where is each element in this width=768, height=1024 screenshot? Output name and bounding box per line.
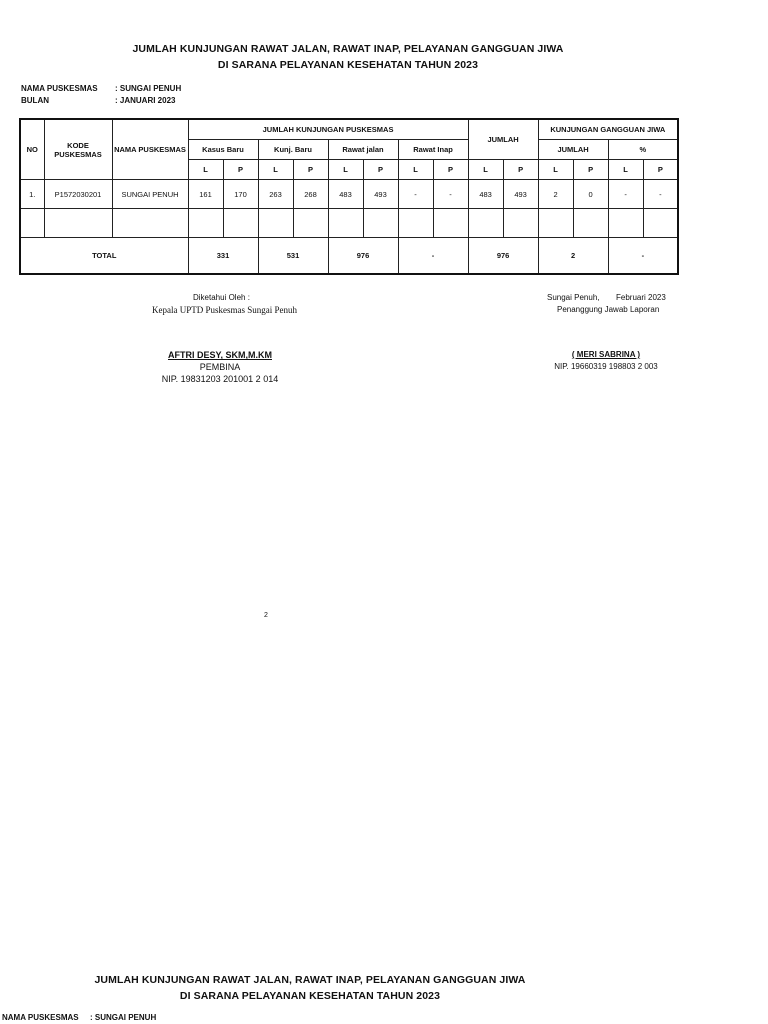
total-jiwa-jumlah: 2 — [538, 238, 608, 275]
header-jiwa-persen: % — [608, 140, 678, 160]
header-kunjungan-gangguan-jiwa: KUNJUNGAN GANGGUAN JIWA — [538, 119, 678, 140]
header-kunj-baru: Kunj. Baru — [258, 140, 328, 160]
total-label: TOTAL — [20, 238, 188, 275]
cell-rawat-jalan-p: 493 — [363, 180, 398, 209]
table-total-row — [20, 238, 678, 275]
cell-kode: P1572030201 — [44, 180, 112, 209]
empty-cell — [20, 209, 44, 238]
header-kode-puskesmas: KODE PUSKESMAS — [44, 119, 112, 180]
cell-jiwa-persen-p: - — [643, 180, 678, 209]
empty-cell — [468, 209, 503, 238]
meta-bulan-row — [21, 95, 181, 107]
right-sign-name: ( MERI SABRINA ) — [571, 350, 641, 359]
meta-puskesmas-row — [21, 83, 181, 95]
cell-jiwa-jumlah-p: 0 — [573, 180, 608, 209]
next-page-puskesmas-value: : SUNGAI PENUH — [90, 1013, 157, 1022]
header-p: P — [363, 160, 398, 180]
table-row-empty — [20, 209, 678, 238]
header-l: L — [258, 160, 293, 180]
cell-jiwa-jumlah-l: 2 — [538, 180, 573, 209]
total-rawat-inap: - — [398, 238, 468, 275]
total-jiwa-persen: - — [608, 238, 678, 275]
next-page-puskesmas-row — [2, 1012, 156, 1024]
meta-bulan-label: BULAN — [21, 96, 49, 105]
total-rawat-jalan: 976 — [328, 238, 398, 275]
next-page-title-line-1: JUMLAH KUNJUNGAN RAWAT JALAN, RAWAT INAP, PELAYANAN GANGGUAN JIWA — [94, 974, 526, 986]
header-l: L — [538, 160, 573, 180]
table-row — [20, 180, 678, 209]
header-p: P — [223, 160, 258, 180]
cell-rawat-inap-p: - — [433, 180, 468, 209]
left-sign-role: Kepala UPTD Puskesmas Sungai Penuh — [152, 305, 297, 315]
empty-cell — [608, 209, 643, 238]
empty-cell — [363, 209, 398, 238]
left-sign-name: AFTRI DESY, SKM,M.KM — [167, 350, 272, 360]
header-l: L — [468, 160, 503, 180]
empty-cell — [503, 209, 538, 238]
meta-bulan-value: : JANUARI 2023 — [115, 96, 176, 105]
total-kunj-baru: 531 — [258, 238, 328, 275]
header-jumlah: JUMLAH — [468, 119, 538, 160]
right-sign-nip: NIP. 19660319 198803 2 003 — [554, 362, 658, 371]
header-l: L — [608, 160, 643, 180]
header-p: P — [503, 160, 538, 180]
header-rawat-jalan: Rawat jalan — [328, 140, 398, 160]
next-page-title-line-2: DI SARANA PELAYANAN KESEHATAN TAHUN 2023 — [179, 990, 441, 1002]
header-p: P — [643, 160, 678, 180]
cell-kasus-baru-p: 170 — [223, 180, 258, 209]
right-sign-place: Sungai Penuh, — [547, 293, 600, 302]
report-meta — [21, 83, 181, 107]
next-page-puskesmas-label: NAMA PUSKESMAS — [2, 1013, 79, 1022]
empty-cell — [112, 209, 188, 238]
empty-cell — [293, 209, 328, 238]
report-title-line-2: DI SARANA PELAYANAN KESEHATAN TAHUN 2023 — [217, 59, 479, 71]
cell-nama: SUNGAI PENUH — [112, 180, 188, 209]
header-no: NO — [20, 119, 44, 180]
cell-jiwa-persen-l: - — [608, 180, 643, 209]
empty-cell — [398, 209, 433, 238]
left-sign-nip: NIP. 19831203 201001 2 014 — [161, 374, 279, 384]
empty-cell — [223, 209, 258, 238]
total-kasus-baru: 331 — [188, 238, 258, 275]
cell-jumlah-l: 483 — [468, 180, 503, 209]
empty-cell — [44, 209, 112, 238]
empty-cell — [643, 209, 678, 238]
cell-kunj-baru-p: 268 — [293, 180, 328, 209]
left-sign-rank: PEMBINA — [199, 362, 241, 372]
header-l: L — [188, 160, 223, 180]
cell-no: 1. — [20, 180, 44, 209]
header-p: P — [433, 160, 468, 180]
cell-jumlah-p: 493 — [503, 180, 538, 209]
empty-cell — [258, 209, 293, 238]
page-number: 2 — [264, 612, 268, 619]
header-jumlah-kunjungan: JUMLAH KUNJUNGAN PUSKESMAS — [188, 119, 468, 140]
report-title-line-1: JUMLAH KUNJUNGAN RAWAT JALAN, RAWAT INAP, PELAYANAN GANGGUAN JIWA — [132, 43, 564, 55]
header-jiwa-jumlah: JUMLAH — [538, 140, 608, 160]
visit-report-table — [19, 118, 679, 275]
empty-cell — [573, 209, 608, 238]
total-jumlah: 976 — [468, 238, 538, 275]
empty-cell — [328, 209, 363, 238]
empty-cell — [538, 209, 573, 238]
header-p: P — [573, 160, 608, 180]
report-title — [0, 41, 696, 73]
next-page-title — [0, 972, 620, 1004]
next-page-meta — [2, 1012, 156, 1024]
header-l: L — [328, 160, 363, 180]
right-sign-date: Februari 2023 — [616, 293, 666, 302]
cell-kunj-baru-l: 263 — [258, 180, 293, 209]
cell-rawat-jalan-l: 483 — [328, 180, 363, 209]
cell-rawat-inap-l: - — [398, 180, 433, 209]
empty-cell — [188, 209, 223, 238]
header-l: L — [398, 160, 433, 180]
cell-kasus-baru-l: 161 — [188, 180, 223, 209]
meta-puskesmas-value: : SUNGAI PENUH — [115, 84, 182, 93]
header-kasus-baru: Kasus Baru — [188, 140, 258, 160]
header-row-1 — [20, 119, 678, 140]
header-p: P — [293, 160, 328, 180]
empty-cell — [433, 209, 468, 238]
meta-puskesmas-label: NAMA PUSKESMAS — [21, 84, 98, 93]
header-nama-puskesmas: NAMA PUSKESMAS — [112, 119, 188, 180]
header-rawat-inap: Rawat Inap — [398, 140, 468, 160]
right-sign-role: Penanggung Jawab Laporan — [557, 305, 660, 314]
left-sign-label: Diketahui Oleh : — [193, 293, 250, 302]
